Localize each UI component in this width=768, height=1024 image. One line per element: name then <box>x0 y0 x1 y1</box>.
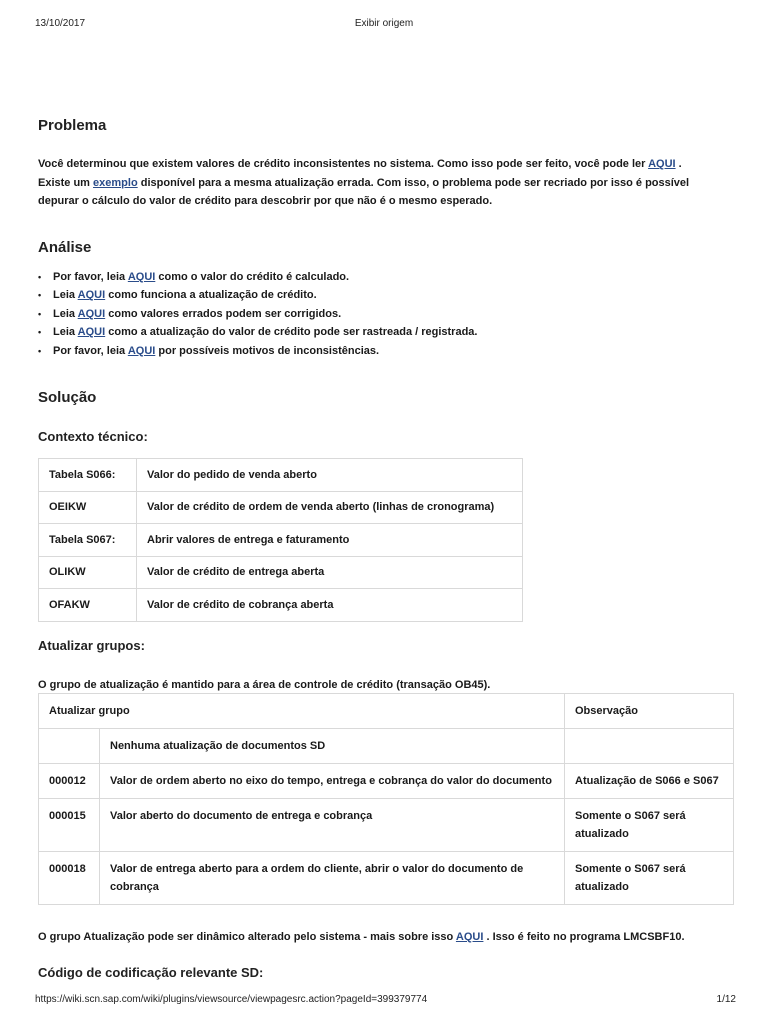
table-row: Tabela S067: Abrir valores de entrega e faturamento <box>39 524 523 557</box>
aqui-link[interactable]: AQUI <box>127 344 156 357</box>
problema-line-1-text: Você determinou que existem valores de crédito inconsistentes no sistema. Como isso pode ser feito, você pode ler <box>38 158 646 170</box>
grupo-dinamico-text: O grupo Atualização pode ser dinâmico alterado pelo sistema - mais sobre isso AQUI . Isso é feito no programa LMCSBF10. <box>38 931 685 943</box>
problema-line-2-start: Existe um <box>38 177 90 189</box>
problema-line-1 <box>38 155 682 173</box>
grupos-intro: O grupo de atualização é mantido para a área de controle de crédito (transação OB45). <box>38 679 491 691</box>
heading-contexto-tecnico: Contexto técnico: <box>38 429 148 444</box>
print-url: https://wiki.scn.sap.com/wiki/plugins/viewsource/viewpagesrc.action?pageId=399379774 <box>35 994 428 1005</box>
print-date: 13/10/2017 <box>35 18 86 29</box>
problema-line-1-end: . <box>678 158 682 170</box>
heading-solucao: Solução <box>38 389 97 406</box>
problema-line-3: depurar o cálculo do valor de crédito para descobrir por que não é o mesmo esperado. <box>38 195 493 207</box>
table-row: OEIKW Valor de crédito de ordem de venda aberto (linhas de cronograma) <box>39 491 523 524</box>
problema-line-2 <box>38 174 689 192</box>
analise-list <box>38 268 477 360</box>
table-row: Tabela S066: Valor do pedido de venda aberto <box>39 459 523 492</box>
print-title: Exibir origem <box>354 18 414 29</box>
list-item: • Por favor, leia AQUI como o valor do crédito é calculado. <box>38 268 477 286</box>
table-row: 000018 Valor de entrega aberto para a ordem do cliente, abrir o valor do documento de cobrança Somente o S067 será atualizado <box>39 852 734 905</box>
column-header: Atualizar grupo <box>39 694 565 729</box>
table-row: 000012 Valor de ordem aberto no eixo do tempo, entrega e cobrança do valor do documento Atualização de S066 e S067 <box>39 764 734 799</box>
table-row: OLIKW Valor de crédito de entrega aberta <box>39 556 523 589</box>
heading-codigo-sd: Código de codificação relevante SD: <box>38 965 264 980</box>
aqui-link[interactable]: AQUI <box>455 931 484 943</box>
column-header: Observação <box>565 694 734 729</box>
list-item: • Leia AQUI como funciona a atualização de crédito. <box>38 286 477 304</box>
heading-analise: Análise <box>38 239 92 256</box>
grupos-table <box>38 693 734 905</box>
page-number: 1/12 <box>716 994 736 1005</box>
heading-atualizar-grupos: Atualizar grupos: <box>38 638 145 653</box>
contexto-table <box>38 458 523 622</box>
problema-line-2-text: disponível para a mesma atualização errada. Com isso, o problema pode ser recriado por isso é possível <box>140 177 690 189</box>
aqui-link[interactable]: AQUI <box>77 326 106 339</box>
aqui-link[interactable]: AQUI <box>77 289 106 302</box>
list-item: • Por favor, leia AQUI por possíveis motivos de inconsistências. <box>38 342 477 360</box>
aqui-link[interactable]: AQUI <box>77 307 106 320</box>
table-row: 000015 Valor aberto do documento de entrega e cobrança Somente o S067 será atualizado <box>39 799 734 852</box>
aqui-link[interactable]: AQUI <box>648 158 676 170</box>
exemplo-link[interactable]: exemplo <box>93 177 138 189</box>
list-item: • Leia AQUI como valores errados podem ser corrigidos. <box>38 305 477 323</box>
aqui-link[interactable]: AQUI <box>127 271 156 283</box>
table-row: OFAKW Valor de crédito de cobrança aberta <box>39 589 523 622</box>
table-row: Nenhuma atualização de documentos SD <box>39 729 734 764</box>
list-item: • Leia AQUI como a atualização do valor de crédito pode ser rastreada / registrada. <box>38 323 477 341</box>
heading-problema: Problema <box>38 117 107 134</box>
table-header-row <box>39 694 734 729</box>
